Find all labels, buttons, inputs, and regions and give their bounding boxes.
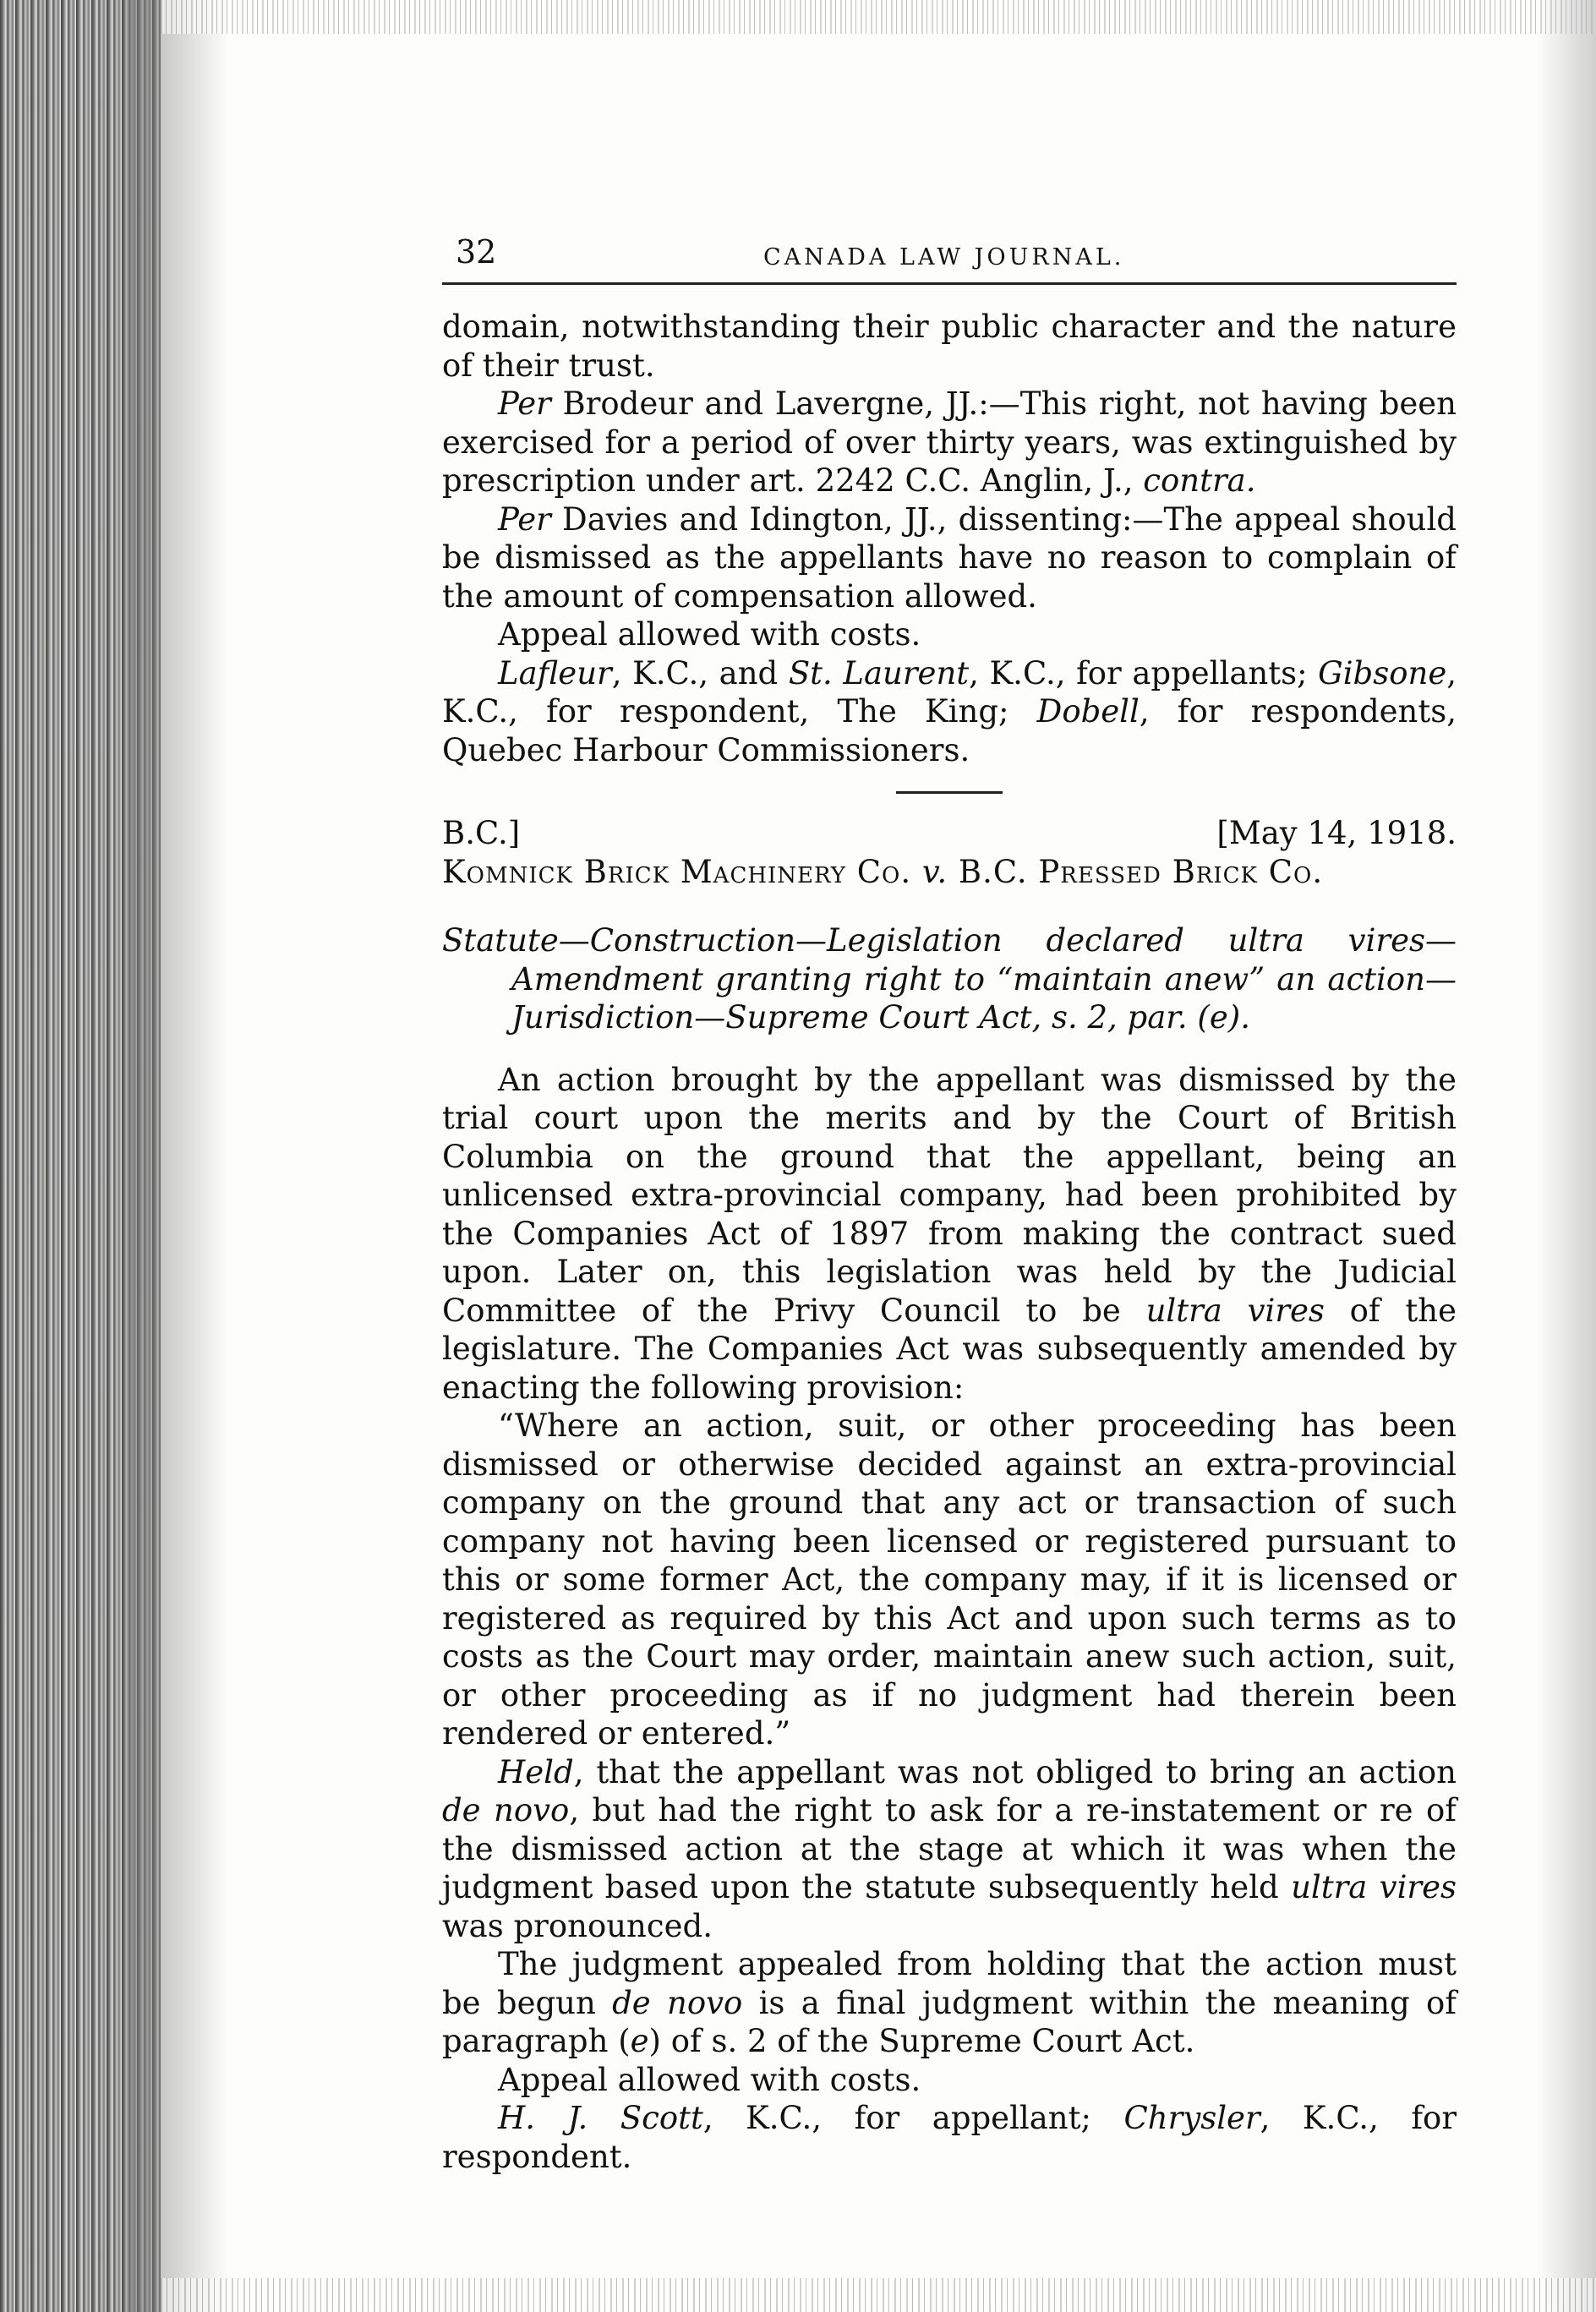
case1-counsel <box>442 654 1457 770</box>
paragraph-letter: e <box>630 2023 649 2059</box>
counsel-name: Lafleur <box>498 654 612 691</box>
case1-paragraph-1: domain, notwithstanding their public character and the nature of their trust. <box>442 309 1457 384</box>
paragraph-text: The judgment appealed from holding that the action must be begun <box>442 1946 1457 2021</box>
counsel-name: Gibsone <box>1318 654 1447 691</box>
counsel-name: Chrysler <box>1123 2100 1260 2136</box>
running-header <box>442 228 1457 287</box>
paragraph-text: , that the appellant was not obliged to bring an action <box>573 1753 1457 1790</box>
body-text <box>442 308 1457 2176</box>
case2-paragraph-1 <box>442 1061 1457 1407</box>
paragraph-text: Brodeur and Lavergne, JJ.:—This right, not having been exercised for a period of over thirty years, was extinguished by prescription under art. 2242 C.C. Anglin, J., <box>442 385 1457 499</box>
counsel-name: Dobell <box>1036 693 1140 730</box>
held-label: Held <box>498 1753 574 1790</box>
page-number: 32 <box>456 233 497 271</box>
paragraph-text: is a final judgment within the meaning of paragraph ( <box>442 1984 1457 2059</box>
versus-label: v. <box>921 853 948 890</box>
counsel-text: , K.C., and <box>611 654 789 691</box>
case1-paragraph-3 <box>442 500 1457 616</box>
paragraph-text: was pronounced. <box>442 1907 713 1944</box>
case2-court-line <box>442 814 1457 853</box>
case2-outcome: Appeal allowed with costs. <box>498 2061 921 2098</box>
counsel-text: , for respondents, Quebec Harbour Commissioners. <box>442 693 1457 768</box>
journal-title: CANADA LAW JOURNAL. <box>763 244 1125 271</box>
paragraph-text: , but had the right to ask for a re-instatement or re of the dismissed action at the stage at which it was when the judgment based upon the statute subsequently held <box>442 1792 1457 1905</box>
counsel-text: , K.C., for respondent. <box>442 2100 1457 2175</box>
section-divider <box>896 791 1003 794</box>
counsel-text: , K.C., for appellant; <box>702 2100 1124 2136</box>
case2-title <box>442 853 1457 892</box>
appellant-name: Komnick Brick Machinery Co. <box>442 853 922 890</box>
paragraph-text: of the legislature. The Companies Act was subsequently amended by enacting the following provision: <box>442 1292 1457 1406</box>
latin-term: ultra vires <box>1145 1292 1325 1329</box>
header-rule <box>442 282 1457 285</box>
contra-label: contra. <box>1143 462 1256 499</box>
counsel-text: , K.C., for respondent, The King; <box>442 654 1457 730</box>
page-top-edge <box>161 0 1596 34</box>
gutter-shade <box>127 0 228 2312</box>
latin-term: de novo <box>612 1984 743 2021</box>
per-label: Per <box>498 500 551 538</box>
decision-date: [May 14, 1918. <box>1216 815 1457 851</box>
case2-counsel <box>442 2099 1457 2176</box>
page-bottom-edge <box>161 2278 1596 2312</box>
per-label: Per <box>498 385 551 422</box>
case2-judgment <box>442 1945 1457 2061</box>
latin-term: ultra vires <box>1291 1869 1457 1905</box>
case2-quoted-provision: “Where an action, suit, or other proceeding has been dismissed or otherwise decided against an extra-provincial company on the ground that any act or transaction of such company not having been licensed or registered pursuant to this or some former Act, the company may, if it is licensed or registered as required by this Act and upon such terms as to costs as the Court may order, maintain anew such action, suit, or other proceeding as if no judgment had therein been rendered or entered.” <box>442 1407 1457 1752</box>
paragraph-text: An action brought by the appellant was dismissed by the trial court upon the merits and by the Court of British Columbia on the ground that the appellant, being an unlicensed extra-provincial company, had been prohibited by the Companies Act of 1897 from making the contract sued upon. Later on, this legislation was held by the Judicial Committee of the Privy Council to be <box>442 1061 1457 1329</box>
case2-headnote: Statute—Construction—Legislation declared ultra vires—Amendment granting right to “maintain anew” an action—Jurisdiction—Supreme Court Act, s. 2, par. (e). <box>442 922 1457 1036</box>
page-content <box>442 228 1457 2176</box>
page-right-edge <box>1537 0 1596 2312</box>
respondent-name: B.C. Pressed Brick Co. <box>948 853 1324 890</box>
case1-paragraph-2 <box>442 385 1457 500</box>
latin-term: de novo <box>442 1792 570 1828</box>
paragraph-text: Davies and Idington, JJ., dissenting:—The appeal should be dismissed as the appellants have no reason to complain of the amount of compensation allowed. <box>442 500 1457 615</box>
counsel-text: , K.C., for appellants; <box>969 654 1319 691</box>
counsel-name: H. J. Scott <box>498 2100 703 2136</box>
case2-held <box>442 1753 1457 1946</box>
case1-outcome: Appeal allowed with costs. <box>498 616 921 653</box>
paragraph-text: ) of s. 2 of the Supreme Court Act. <box>648 2023 1195 2059</box>
court-label: B.C.] <box>442 815 521 851</box>
counsel-name: St. Laurent <box>788 654 970 691</box>
